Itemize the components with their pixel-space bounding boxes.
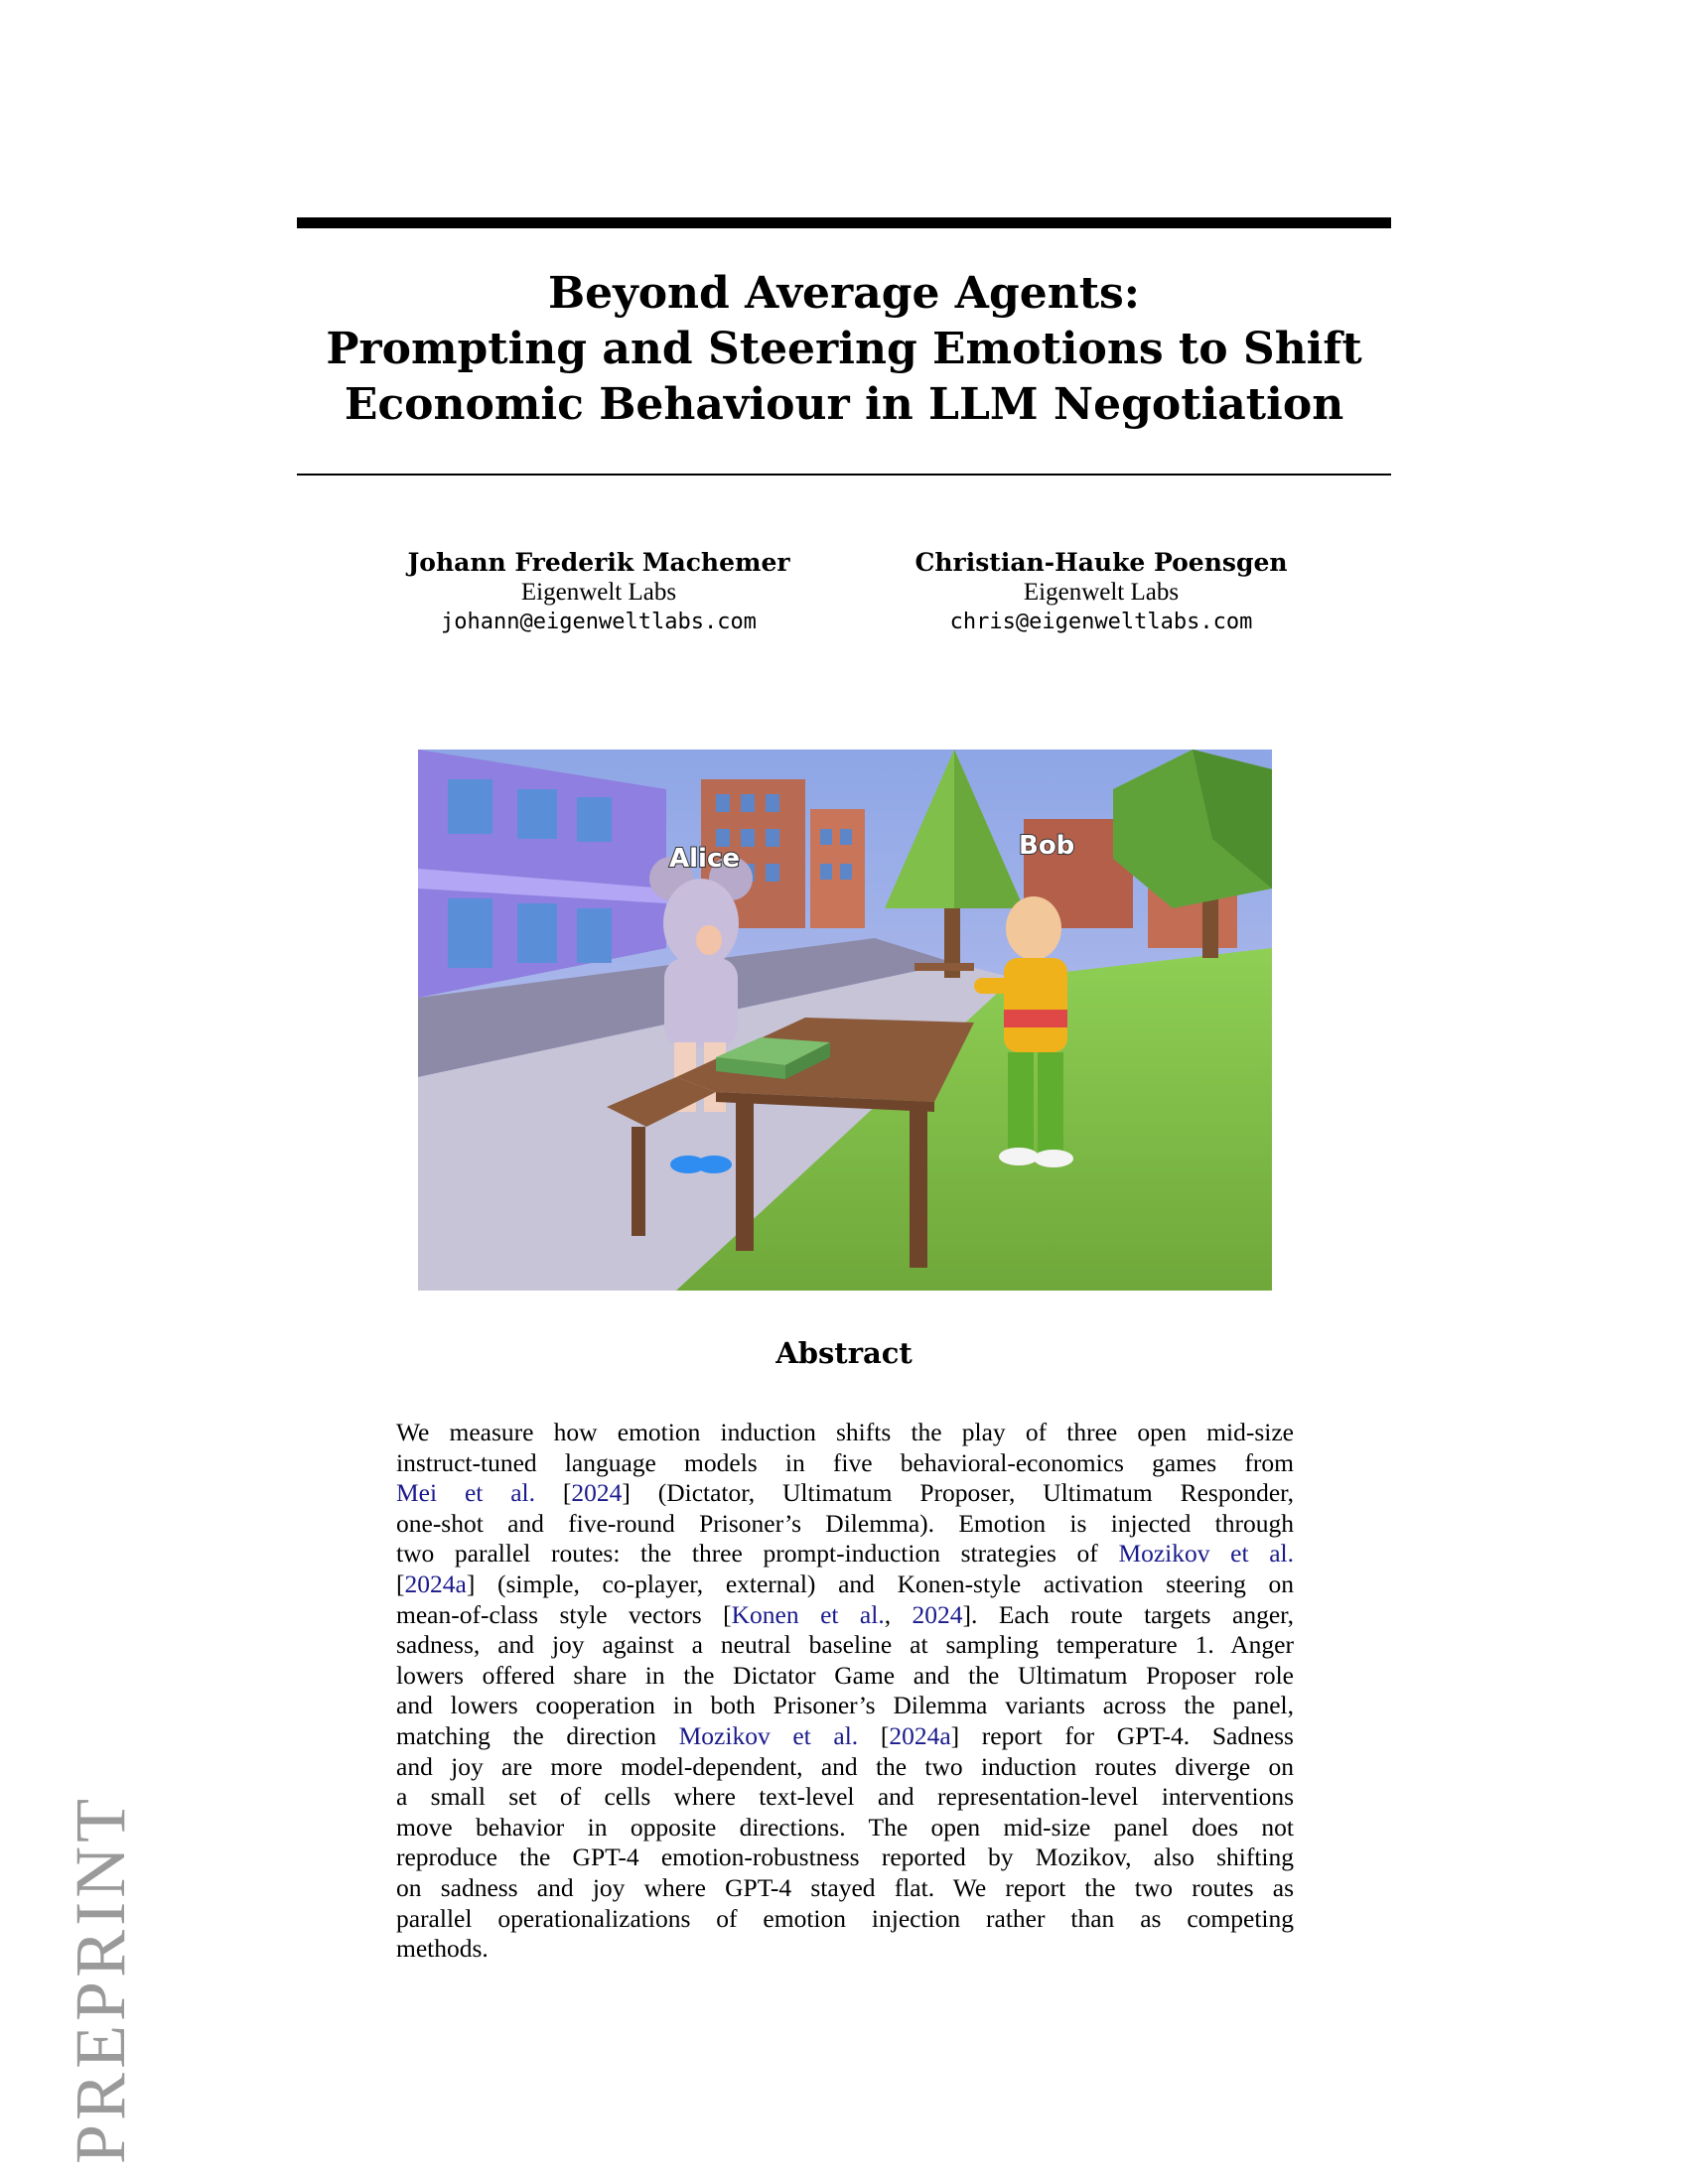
abstract-line xyxy=(396,1539,1294,1570)
author-email[interactable]: chris@eigenweltlabs.com xyxy=(949,610,1253,634)
alice-label: Alice xyxy=(669,844,740,874)
preprint-watermark: PREPRINT xyxy=(61,1794,140,2164)
title-bottom-rule xyxy=(297,474,1391,476)
author-2 xyxy=(843,548,1359,637)
abstract-body xyxy=(396,1418,1294,1965)
abstract-line: move behavior in opposite directions. The open mid-size panel does not xyxy=(396,1812,1294,1842)
abstract-text: mean-of-class style vectors [ xyxy=(396,1599,732,1629)
teaser-figure xyxy=(418,750,1272,1291)
abstract-text: matching the direction xyxy=(396,1720,679,1750)
abstract-line: instruct-tuned language models in five behavioral-economics games from xyxy=(396,1447,1294,1477)
title-top-rule xyxy=(297,217,1391,228)
author-name: Christian-Hauke Poensgen xyxy=(914,548,1288,577)
citation-link[interactable]: 2024a xyxy=(889,1720,951,1750)
abstract-line: one-shot and five-round Prisoner’s Dilemma). Emotion is injected through xyxy=(396,1508,1294,1538)
abstract-line: matching the direction Mozikov et al. [2024a] report for GPT-4. Sadness xyxy=(396,1720,1294,1750)
paper-title xyxy=(297,266,1391,433)
abstract-line: sadness, and joy against a neutral baseline at sampling temperature 1. Anger xyxy=(396,1630,1294,1660)
citation-link[interactable]: 2024a xyxy=(404,1569,467,1598)
abstract-line: on sadness and joy where GPT-4 stayed flat. We report the two routes as xyxy=(396,1872,1294,1902)
abstract-line: parallel operationalizations of emotion injection rather than as competing xyxy=(396,1903,1294,1933)
citation-link[interactable]: 2024 xyxy=(571,1478,623,1508)
abstract-heading: Abstract xyxy=(775,1336,913,1370)
figure-illustration xyxy=(418,750,1272,1291)
abstract-text: (Dictator, Ultimatum Proposer, Ultimatum Responder, xyxy=(630,1478,1294,1508)
abstract-text: two parallel routes: the three prompt-induction strategies of xyxy=(396,1539,1119,1569)
abstract-line: and lowers cooperation in both Prisoner’s Dilemma variants across the panel, xyxy=(396,1691,1294,1720)
citation-link[interactable]: Mei et al. xyxy=(396,1478,535,1508)
abstract-line: Mei et al. [2024] (Dictator, Ultimatum Proposer, Ultimatum Responder, xyxy=(396,1478,1294,1508)
abstract-line: methods. xyxy=(396,1934,489,1964)
author-1 xyxy=(341,548,857,637)
author-affiliation: Eigenwelt Labs xyxy=(1023,579,1180,606)
abstract-line: and joy are more model-dependent, and the two induction routes diverge on xyxy=(396,1751,1294,1781)
citation-link[interactable]: Mozikov et al. xyxy=(678,1720,859,1750)
abstract-text: (simple, co-player, external) and Konen-style activation steering on xyxy=(475,1569,1294,1598)
abstract-text: ]. Each route targets anger, xyxy=(962,1599,1295,1629)
abstract-line: lowers offered share in the Dictator Game and the Ultimatum Proposer role xyxy=(396,1660,1294,1690)
citation-link[interactable]: Konen et al. xyxy=(731,1599,885,1629)
abstract-line: We measure how emotion induction shifts the play of three open mid-size xyxy=(396,1418,1294,1446)
title-line-2: Prompting and Steering Emotions to Shift xyxy=(326,324,1362,374)
abstract-line: mean-of-class style vectors [Konen et al., 2024]. Each route targets anger, xyxy=(396,1599,1295,1629)
citation-link[interactable]: Mozikov et al. xyxy=(1118,1539,1294,1569)
citation-link[interactable]: 2024 xyxy=(912,1599,963,1629)
bob-label: Bob xyxy=(1019,831,1075,861)
abstract-line: reproduce the GPT-4 emotion-robustness reported by Mozikov, also shifting xyxy=(396,1843,1294,1872)
author-email[interactable]: johann@eigenweltlabs.com xyxy=(441,610,757,634)
author-affiliation: Eigenwelt Labs xyxy=(520,579,677,606)
background-bench xyxy=(914,963,974,971)
abstract-text: report for GPT-4. Sadness xyxy=(959,1720,1294,1750)
title-line-1: Beyond Average Agents: xyxy=(547,268,1141,319)
abstract-line: a small set of cells where text-level and representation-level interventions xyxy=(396,1782,1294,1812)
author-name: Johann Frederik Machemer xyxy=(407,548,790,577)
title-line-3: Economic Behaviour in LLM Negotiation xyxy=(344,379,1344,430)
abstract-line: [2024a] (simple, co-player, external) and Konen-style activation steering on xyxy=(396,1569,1294,1598)
